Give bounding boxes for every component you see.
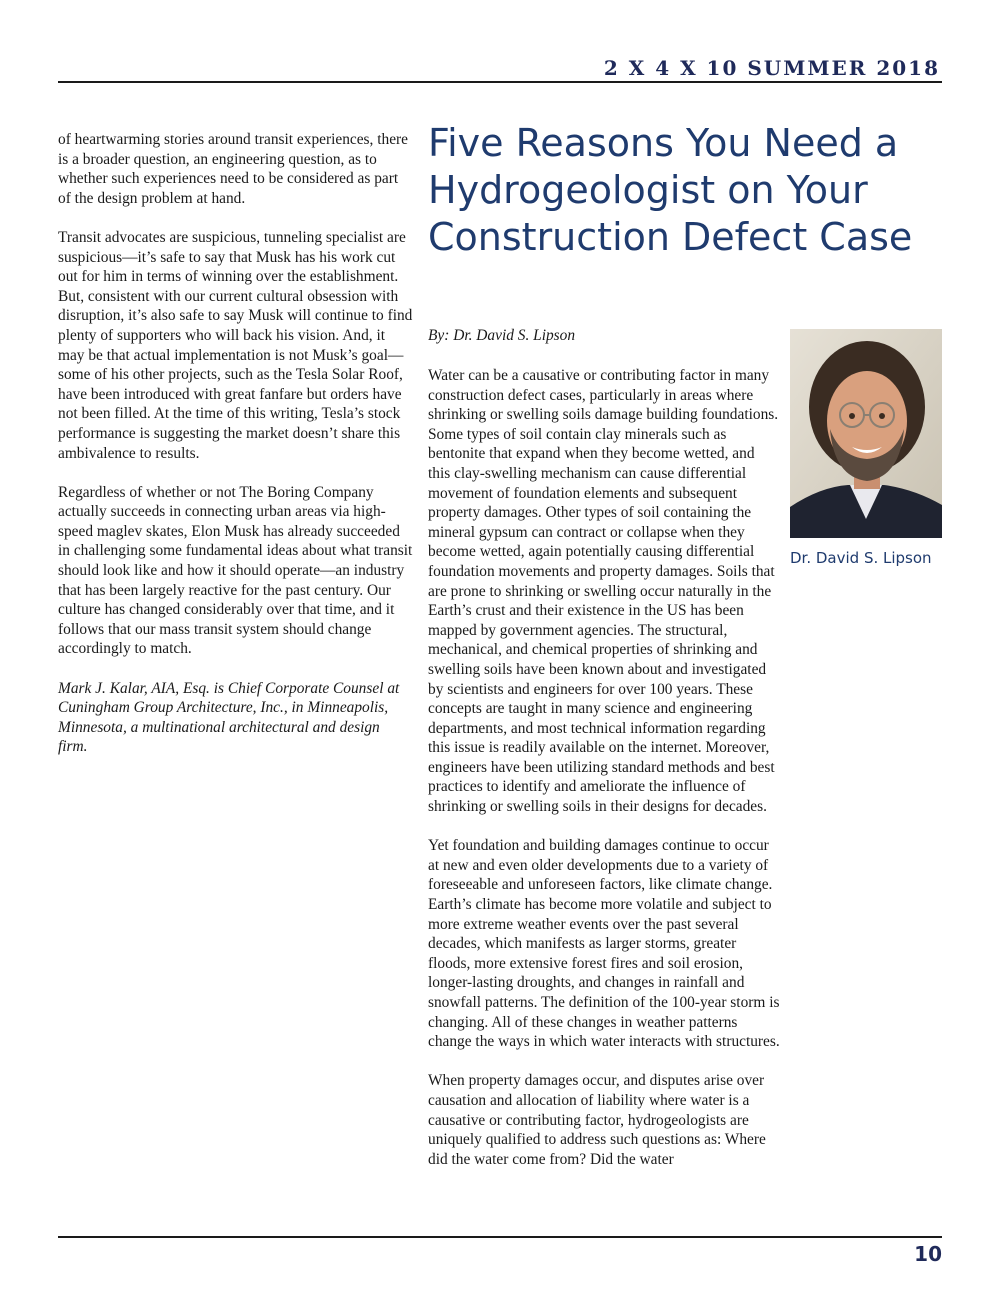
author-photo bbox=[790, 329, 942, 538]
article-paragraph: When property damages occur, and disputes arise over causation and allocation of liability where water is a causative or contributing factor, hydrogeologists are uniquely qualified to address such questions as: Where did the water come from? Did the water bbox=[428, 1072, 766, 1168]
left-paragraph: of heartwarming stories around transit experiences, there is a broader question, an engineering question, as to whether such experiences need to be considered as part of the design problem at hand. bbox=[58, 131, 409, 207]
left-paragraph: Transit advocates are suspicious, tunneling specialist are suspicious—it’s safe to say that Musk has his work cut out for him in terms of winning over the establishment. But, consistent with our current cultural obsession with disruption, it’s also safe to say Musk will continue to find plenty of supporters who will back his vision. And, it may be that actual implementation is not Musk’s goal—some of his other projects, such as the Tesla Solar Roof, have been introduced with great fanfare but orders have not been filled. At the time of this writing, Tesla’s stock performance is suggesting the market doesn’t share this ambivalence to results. bbox=[58, 228, 413, 462]
article-byline: By: Dr. David S. Lipson bbox=[428, 327, 576, 344]
header-rule bbox=[58, 81, 942, 83]
footer-rule bbox=[58, 1236, 942, 1238]
page-number: 10 bbox=[914, 1242, 942, 1266]
masthead: 2 X 4 X 10 SUMMER 2018 bbox=[603, 56, 940, 80]
article-paragraph: Yet foundation and building damages continue to occur at new and even older developments due to a variety of foreseeable and unforeseen factors, like climate change. Earth’s climate has become more volatile and subject to more extreme weather events over the past several decades, which manifests as larger storms, greater floods, more extensive forest fires and soil erosion, longer-lasting droughts, and changes in rainfall and snowfall patterns. The definition of the 100-year storm is changing. All of these changes in weather patterns change the ways in which water interacts with structures. bbox=[428, 837, 780, 1051]
author-bio: Mark J. Kalar, AIA, Esq. is Chief Corporate Counsel at Cuningham Group Architecture, Inc., in Minneapolis, Minnesota, a multinational architectural and design firm. bbox=[58, 679, 400, 756]
left-paragraph: Regardless of whether or not The Boring Company actually succeeds in connecting urban areas via high-speed maglev skates, Elon Musk has already succeeded in challenging some fundamental ideas about what transit should look like and how it should operate—an industry that has been largely reactive for the past century. Our culture has changed considerably over that time, and it follows that our mass transit system should change accordingly to match. bbox=[58, 483, 413, 658]
article-paragraph: Water can be a causative or contributing factor in many construction defect cases, particularly in areas where shrinking or swelling soils damage building foundations. Some types of soil contain clay minerals such as bentonite that expand when they become wetted, and this clay-swelling mechanism can cause differential movement of foundation elements and subsequent property damages. Other types of soil containing the mineral gypsum can contract or collapse when they become wetted, again potentially causing differential foundation movements and property damages. Soils that are prone to shrinking or swelling occur naturally in the Earth’s crust and their existence in the US has been mapped by government agencies. The structural, mechanical, and chemical properties of shrinking and swelling soils have been known about and investigated by scientists and engineers for over 100 years. These concepts are taught in many science and engineering departments, and most technical information regarding this issue is readily available on the internet. Moreover, engineers have been utilizing standard methods and best practices to identify and ameliorate the influence of shrinking or swelling soils in their designs for decades. bbox=[428, 367, 779, 816]
article-headline: Five Reasons You Need a Hydrogeologist on Your Construction Defect Case bbox=[428, 121, 913, 259]
photo-caption: Dr. David S. Lipson bbox=[790, 549, 932, 567]
article-body bbox=[428, 366, 780, 1189]
author-portrait-image bbox=[790, 329, 942, 538]
left-column bbox=[58, 130, 413, 777]
